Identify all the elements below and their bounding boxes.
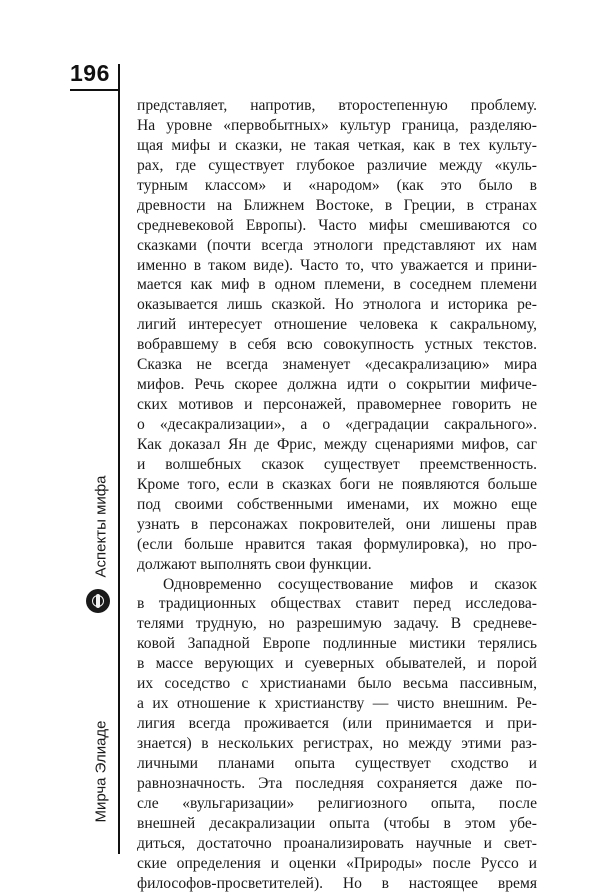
text-line: равнозначность. Эта последняя сохраняется даже по- [137,774,537,792]
margin-vertical-rule [118,64,120,854]
text-line: узнать в персонажах покровителей, они лишены прав [137,515,537,533]
text-line: рах, где существует глубокое различие между «куль- [137,156,537,174]
text-line: представляет, напротив, второстепенную проблему. [137,97,537,114]
text-line: диться, достаточно проанализировать научные и свет- [137,834,537,852]
text-line: а их отношение к христианству — чисто внешним. Ре- [137,695,537,713]
text-line: Как доказал Ян де Фрис, между сценариями мифов, саг [137,435,537,453]
text-line: именно в таком виде). Часто то, что уважается и прини- [137,256,537,274]
text-line: щая мифы и сказки, не такая четкая, как в тех культу- [137,136,537,154]
text-line: под своими собственными именами, их можно еще [137,495,537,513]
text-line: оказывается лишь сказкой. Но этнолога и историка ре- [137,296,537,314]
text-line: Кроме того, если в сказках боги не появляются больше [137,475,537,493]
text-line: Сказка не всегда знаменует «десакрализацию» мира [137,356,537,374]
header-rule [70,89,120,91]
text-line: ских мотивов и персонажей, правомернее говорить не [137,396,537,414]
text-line: и волшебных сказок существует преемственность. [137,455,537,473]
text-line: древности на Ближнем Востоке, в Греции, в странах [137,196,537,214]
text-line: о «десакрализации», а о «деградации сакрального». [137,416,537,433]
text-line: На уровне «первобытных» культур граница, разделяю- [137,116,537,134]
text-line: должают выполнять свои функции. [137,555,372,573]
text-line: сле «вульгаризации» религиозного опыта, после [137,794,537,812]
text-line: (если больше нравится такая формулировка), но про- [137,535,537,553]
text-line: лигия всегда проживается (или принимается и при- [137,715,537,733]
text-line: турным классом» и «народом» (как это было в [137,176,537,194]
text-line: ские определения и оценки «Природы» после Руссо и [137,854,537,872]
text-line: в традиционных обществах ставит перед исследова- [137,595,537,613]
text-line: внешней десакрализации опыта (чтобы в этом убе- [137,814,537,832]
text-line: телями трудную, но разрешимую задачу. В средневе- [137,615,537,633]
text-line: средневековой Европы). Часто мифы смешиваются со [137,216,537,234]
text-line: в массе верующих и суеверных обывателей, и порой [137,655,537,673]
text-line: личными планами опыта существует сходство и [137,754,537,772]
text-line: мается как миф в одном племени, в соседнем племени [137,276,537,294]
running-section-title: Аспекты мифа [92,475,110,578]
author-emblem-icon [87,590,109,612]
text-line: их соседство с христианами было весьма пассивным, [137,675,537,693]
text-line: лигий интересует отношение человека к сакральному, [137,316,537,334]
text-line: вобравшему в себя всю совокупность устных текстов. [137,336,537,354]
body-text [137,96,537,894]
text-line: Одновременно сосуществование мифов и сказок [163,575,537,593]
text-line: мифов. Речь скорее должна идти о сокрытии мифиче- [137,376,537,394]
running-author-name: Мирча Элиаде [92,720,110,823]
text-line: знается) в нескольких регистрах, но между этими раз- [137,735,537,752]
text-line: ковой Западной Европе подлинные мистики терялись [137,635,537,653]
text-line: сказками (почти всегда этнологи представляют их нам [137,236,537,254]
text-line: философов-просветителей). Но в настоящее время [137,874,537,892]
page-number: 196 [70,60,110,86]
